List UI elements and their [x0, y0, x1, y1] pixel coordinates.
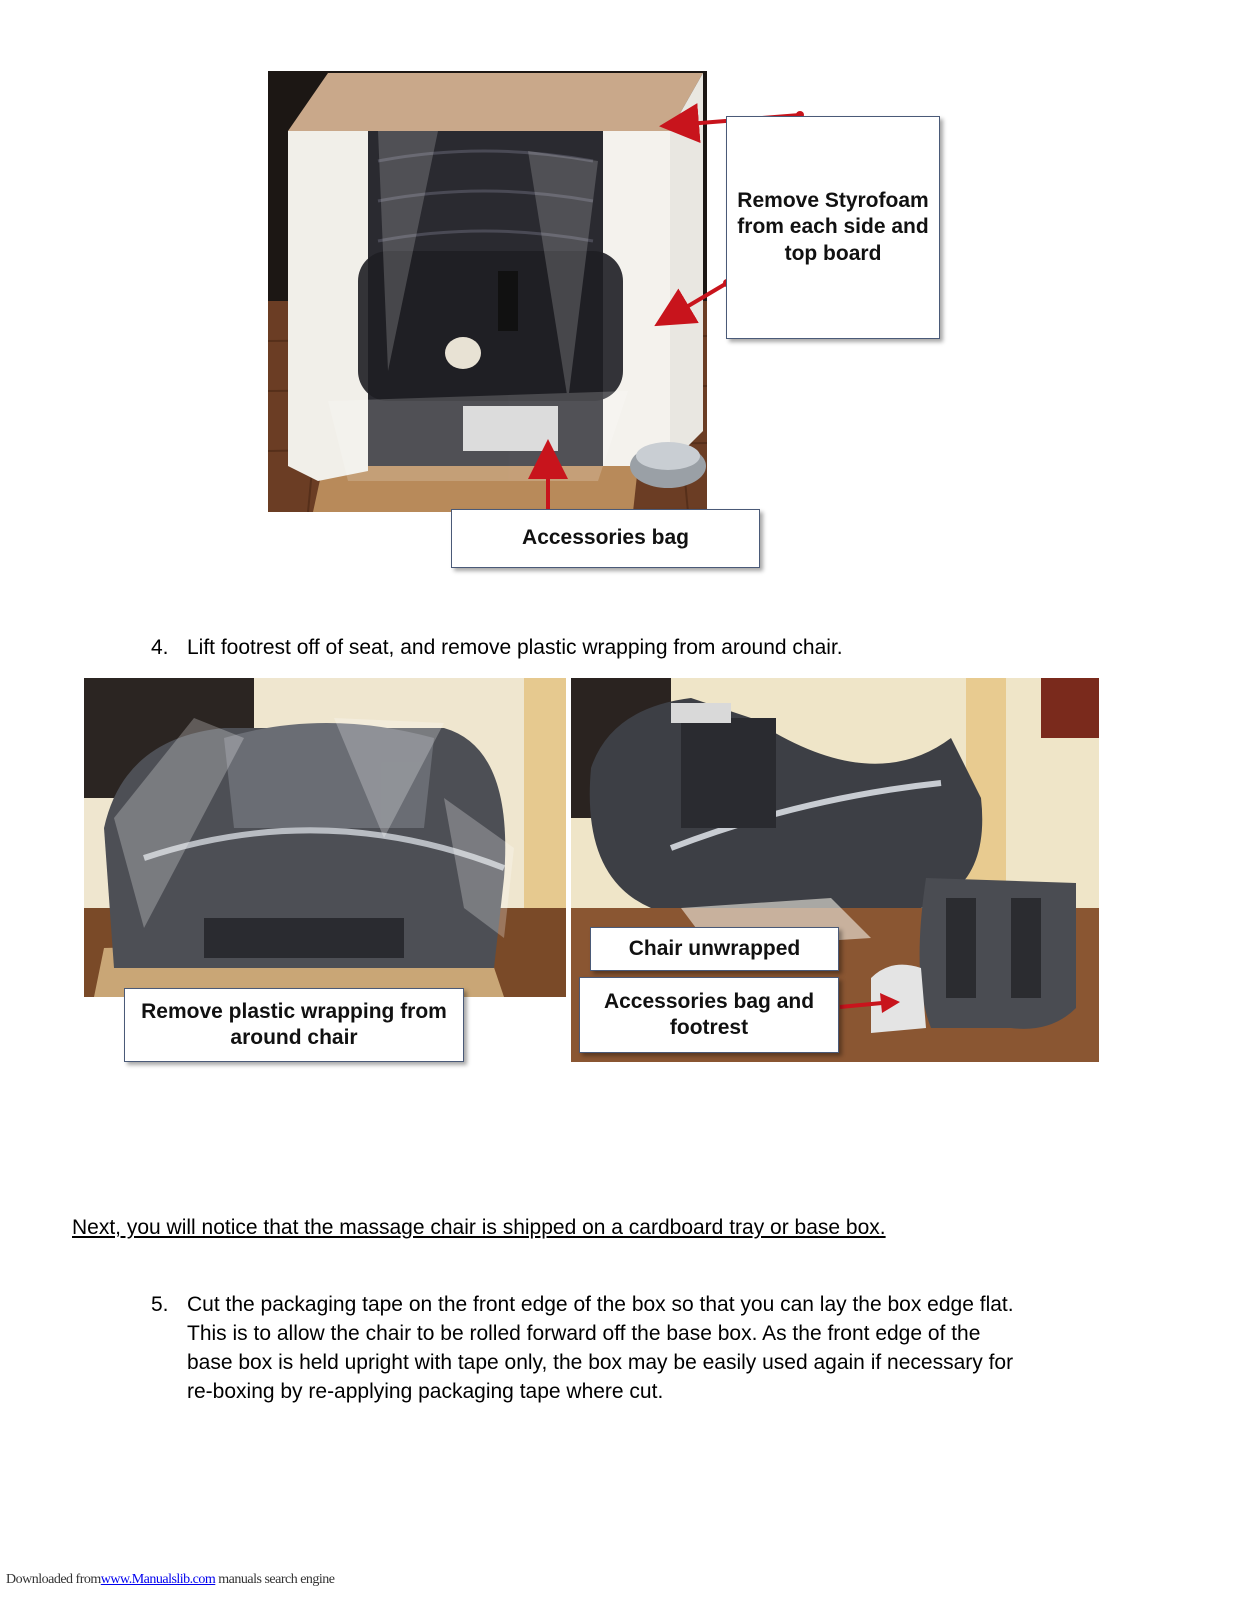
step-line-1: Cut the packaging tape on the front edge of the box so that you can lay the box edge flat. — [187, 1293, 1014, 1316]
step-number: 5. — [151, 1293, 169, 1316]
footer-suffix: manuals search engine — [218, 1572, 335, 1587]
step-5 — [151, 1290, 1151, 1410]
callout-accessories-footrest — [579, 977, 839, 1053]
step-line-4: re-boxing by re-applying packaging tape where cut. — [187, 1380, 664, 1403]
footer-prefix: Downloaded from — [6, 1572, 101, 1587]
step-text: Lift footrest off of seat, and remove plastic wrapping from around chair. — [187, 636, 843, 659]
callout-remove-styrofoam — [726, 116, 940, 339]
callout-chair-unwrapped — [590, 927, 839, 971]
callout-accessories-footrest-text: Accessories bag and footrest — [603, 989, 815, 1039]
callout-accessories-bag — [451, 509, 760, 568]
shipping-note: Next, you will notice that the massage chair is shipped on a cardboard tray or base box. — [72, 1216, 886, 1239]
wrapped-chair-photo — [84, 678, 566, 997]
step-line-2: This is to allow the chair to be rolled forward off the base box. As the front edge of the — [187, 1322, 981, 1345]
boxed-chair-photo — [268, 71, 707, 512]
callout-remove-plastic — [124, 988, 464, 1062]
manualslib-link[interactable]: www.Manualslib.com — [100, 1572, 216, 1587]
footer — [6, 1572, 335, 1588]
callout-remove-plastic-text: Remove plastic wrapping from around chair — [141, 999, 447, 1049]
callout-remove-styrofoam-text: Remove Styrofoam from each side and top board — [737, 189, 929, 265]
step-number: 4. — [151, 636, 169, 659]
step-4 — [151, 633, 1051, 663]
callout-accessories-bag-text: Accessories bag — [522, 526, 689, 550]
callout-chair-unwrapped-text: Chair unwrapped — [628, 936, 801, 960]
step-line-3: base box is held upright with tape only, the box may be easily used again if necessary for — [187, 1351, 1014, 1374]
